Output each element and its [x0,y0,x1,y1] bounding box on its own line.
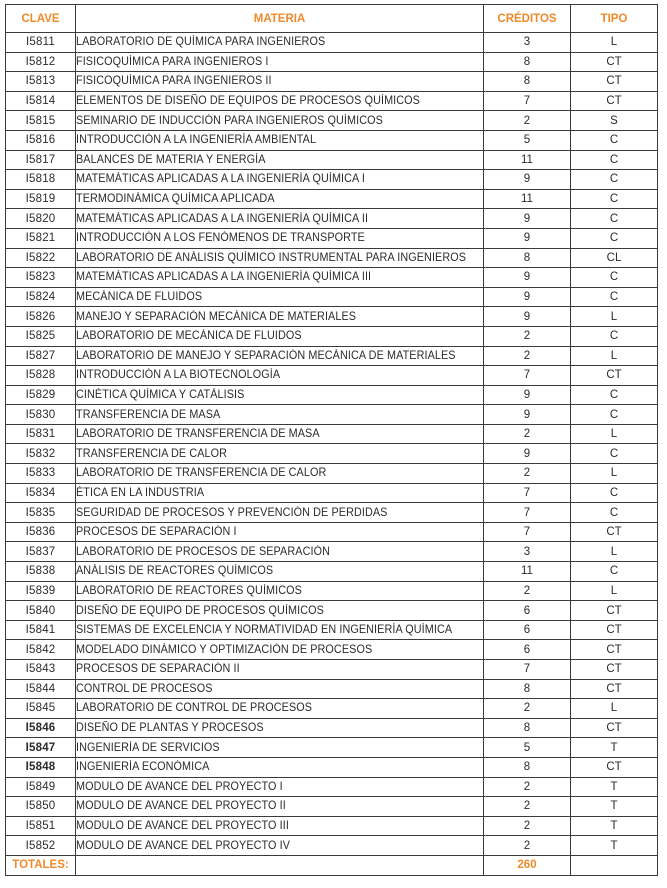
materia-text: SEMINARIO DE INDUCCIÓN PARA INGENIEROS QUÍMICOS [76,114,383,127]
creditos-cell: 2 [484,581,571,601]
table-row [6,522,658,542]
table-row [6,738,658,758]
materia-text: MANEJO Y SEPARACIÓN MECÁNICA DE MATERIALES [76,310,357,323]
table-row [6,326,658,346]
materia-cell [76,503,484,523]
materia-text: LABORATORIO DE MANEJO Y SEPARACIÓN MECÁNICA DE MATERIALES [76,349,456,362]
creditos-cell: 2 [484,424,571,444]
clave-cell: I5845 [6,699,76,719]
materia-cell [76,718,484,738]
tipo-cell: T [571,836,658,856]
materia-cell [76,228,484,248]
clave-cell: I5830 [6,405,76,425]
clave-cell: I5838 [6,562,76,582]
materia-text: CONTROL DE PROCESOS [76,682,213,695]
clave-cell: I5816 [6,130,76,150]
header-materia: MATERIA [76,5,484,33]
creditos-cell: 8 [484,72,571,92]
materia-text: ANÁLISIS DE REACTORES QUÍMICOS [76,565,274,578]
materia-text: TRANSFERENCIA DE MASA [76,408,221,421]
materia-cell [76,248,484,268]
creditos-cell: 6 [484,620,571,640]
creditos-cell: 2 [484,699,571,719]
table-row [6,679,658,699]
materia-cell [76,738,484,758]
materia-cell [76,522,484,542]
creditos-cell: 2 [484,816,571,836]
materia-text: PROCESOS DE SEPARACIÓN II [76,663,240,676]
tipo-cell: T [571,777,658,797]
materia-text: DISEÑO DE PLANTAS Y PROCESOS [76,722,264,735]
clave-cell: I5826 [6,307,76,327]
materia-text: MODULO DE AVANCE DEL PROYECTO III [76,820,289,833]
tipo-cell: C [571,503,658,523]
materia-text: LABORATORIO DE CONTROL DE PROCESOS [76,702,313,715]
creditos-cell: 2 [484,326,571,346]
tipo-cell: C [571,170,658,190]
materia-cell [76,424,484,444]
materia-text: MATEMÁTICAS APLICADAS A LA INGENIERÍA QUÍMICA III [76,271,372,284]
clave-cell: I5812 [6,52,76,72]
creditos-cell: 9 [484,307,571,327]
table-row [6,816,658,836]
materia-text: LABORATORIO DE ANÁLISIS QUÍMICO INSTRUMENTAL PARA INGENIEROS [76,251,467,264]
clave-cell: I5824 [6,287,76,307]
tipo-cell: CT [571,620,658,640]
totals-row [6,855,658,875]
materia-cell [76,91,484,111]
tipo-cell: C [571,405,658,425]
clave-cell: I5842 [6,640,76,660]
table-row [6,620,658,640]
curriculum-table [5,4,658,876]
table-row [6,307,658,327]
creditos-cell: 8 [484,679,571,699]
materia-cell [76,346,484,366]
materia-cell [76,444,484,464]
clave-cell: I5848 [6,757,76,777]
materia-text: BALANCES DE MATERIA Y ENERGÍA [76,153,266,166]
materia-text: INTRODUCCIÓN A LA INGENIERÍA AMBIENTAL [76,134,317,147]
totals-materia [76,855,484,875]
table-row [6,91,658,111]
table-row [6,836,658,856]
creditos-cell: 11 [484,562,571,582]
creditos-cell: 6 [484,640,571,660]
creditos-cell: 11 [484,150,571,170]
materia-text: LABORATORIO DE PROCESOS DE SEPARACIÓN [76,545,330,558]
materia-text: INGENIERÍA ECONÓMICA [76,761,210,774]
tipo-cell: C [571,150,658,170]
clave-cell: I5839 [6,581,76,601]
clave-cell: I5822 [6,248,76,268]
materia-text: ÉTICA EN LA INDUSTRIA [76,486,205,499]
materia-text: INGENIERÍA DE SERVICIOS [76,741,220,754]
tipo-cell: C [571,268,658,288]
creditos-cell: 8 [484,757,571,777]
tipo-cell: L [571,307,658,327]
table-row [6,346,658,366]
totals-tipo [571,855,658,875]
materia-cell [76,562,484,582]
materia-cell [76,640,484,660]
table-row [6,777,658,797]
table-row [6,33,658,53]
clave-cell: I5817 [6,150,76,170]
tipo-cell: L [571,699,658,719]
table-row [6,150,658,170]
clave-cell: I5844 [6,679,76,699]
tipo-cell: L [571,464,658,484]
tipo-cell: L [571,542,658,562]
creditos-cell: 5 [484,738,571,758]
tipo-cell: CT [571,366,658,386]
materia-cell [76,797,484,817]
clave-cell: I5829 [6,385,76,405]
table-row [6,444,658,464]
table-row [6,660,658,680]
tipo-cell: L [571,581,658,601]
creditos-cell: 9 [484,170,571,190]
creditos-cell: 3 [484,542,571,562]
creditos-cell: 2 [484,797,571,817]
tipo-cell: C [571,130,658,150]
creditos-cell: 7 [484,366,571,386]
tipo-cell: C [571,444,658,464]
creditos-cell: 7 [484,483,571,503]
creditos-cell: 8 [484,718,571,738]
materia-cell [76,679,484,699]
totals-creditos: 260 [484,855,571,875]
table-row [6,248,658,268]
clave-cell: I5849 [6,777,76,797]
materia-text: LABORATORIO DE QUÍMICA PARA INGENIEROS [76,36,326,49]
tipo-cell: T [571,816,658,836]
creditos-cell: 2 [484,464,571,484]
clave-cell: I5827 [6,346,76,366]
materia-text: DISEÑO DE EQUIPO DE PROCESOS QUÍMICOS [76,604,324,617]
materia-cell [76,209,484,229]
tipo-cell: C [571,483,658,503]
materia-text: FISICOQUÍMICA PARA INGENIEROS I [76,55,269,68]
header-clave: CLAVE [6,5,76,33]
materia-text: INTRODUCCIÓN A LA BIOTECNOLOGÍA [76,369,281,382]
table-row [6,72,658,92]
clave-cell: I5833 [6,464,76,484]
materia-cell [76,581,484,601]
clave-cell: I5814 [6,91,76,111]
materia-cell [76,385,484,405]
tipo-cell: T [571,797,658,817]
materia-text: CINÉTICA QUÍMICA Y CATÁLISIS [76,388,245,401]
table-body [6,33,658,856]
materia-text: ELEMENTOS DE DISEÑO DE EQUIPOS DE PROCESOS QUÍMICOS [76,95,420,108]
materia-text: MODULO DE AVANCE DEL PROYECTO II [76,800,286,813]
clave-cell: I5811 [6,33,76,53]
clave-cell: I5832 [6,444,76,464]
creditos-cell: 7 [484,91,571,111]
table-row [6,130,658,150]
clave-cell: I5836 [6,522,76,542]
clave-cell: I5823 [6,268,76,288]
materia-text: LABORATORIO DE REACTORES QUÍMICOS [76,584,302,597]
table-row [6,287,658,307]
tipo-cell: CT [571,757,658,777]
materia-cell [76,52,484,72]
tipo-cell: L [571,346,658,366]
materia-cell [76,542,484,562]
materia-cell [76,366,484,386]
table-row [6,268,658,288]
clave-cell: I5835 [6,503,76,523]
creditos-cell: 9 [484,268,571,288]
materia-text: SEGURIDAD DE PROCESOS Y PREVENCIÓN DE PERDIDAS [76,506,388,519]
clave-cell: I5852 [6,836,76,856]
tipo-cell: C [571,209,658,229]
materia-cell [76,660,484,680]
tipo-cell: C [571,385,658,405]
creditos-cell: 9 [484,287,571,307]
table-row [6,581,658,601]
table-row [6,718,658,738]
tipo-cell: T [571,738,658,758]
table-row [6,699,658,719]
clave-cell: I5828 [6,366,76,386]
totals-label: TOTALES: [6,855,76,875]
materia-text: LABORATORIO DE MECÁNICA DE FLUIDOS [76,330,302,343]
materia-cell [76,189,484,209]
creditos-cell: 7 [484,522,571,542]
materia-text: INTRODUCCIÓN A LOS FENÓMENOS DE TRANSPORTE [76,232,365,245]
creditos-cell: 6 [484,601,571,621]
tipo-cell: CT [571,522,658,542]
table-row [6,503,658,523]
creditos-cell: 2 [484,836,571,856]
table-row [6,640,658,660]
creditos-cell: 9 [484,228,571,248]
table-row [6,542,658,562]
tipo-cell: L [571,33,658,53]
creditos-cell: 9 [484,405,571,425]
creditos-cell: 9 [484,444,571,464]
table-row [6,189,658,209]
clave-cell: I5815 [6,111,76,131]
materia-cell [76,307,484,327]
materia-cell [76,620,484,640]
materia-text: MODELADO DINÁMICO Y OPTIMIZACIÓN DE PROCESOS [76,643,373,656]
table-header-row [6,5,658,33]
materia-text: MATEMÁTICAS APLICADAS A LA INGENIERÍA QUÍMICA I [76,173,365,186]
table-row [6,562,658,582]
tipo-cell: C [571,562,658,582]
materia-text: TERMODINÁMICA QUÍMICA APLICADA [76,193,275,206]
clave-cell: I5831 [6,424,76,444]
materia-text: MODULO DE AVANCE DEL PROYECTO IV [76,839,291,852]
clave-cell: I5851 [6,816,76,836]
materia-text: SISTEMAS DE EXCELENCIA Y NORMATIVIDAD EN INGENIERÍA QUÍMICA [76,624,453,637]
materia-cell [76,326,484,346]
tipo-cell: CT [571,640,658,660]
tipo-cell: C [571,326,658,346]
materia-cell [76,130,484,150]
clave-cell: I5841 [6,620,76,640]
creditos-cell: 9 [484,385,571,405]
materia-cell [76,111,484,131]
creditos-cell: 7 [484,660,571,680]
table-row [6,52,658,72]
clave-cell: I5847 [6,738,76,758]
clave-cell: I5813 [6,72,76,92]
materia-cell [76,699,484,719]
tipo-cell: CT [571,91,658,111]
table-row [6,405,658,425]
creditos-cell: 8 [484,248,571,268]
creditos-cell: 9 [484,209,571,229]
clave-cell: I5825 [6,326,76,346]
clave-cell: I5843 [6,660,76,680]
table-row [6,385,658,405]
table-row [6,483,658,503]
creditos-cell: 7 [484,503,571,523]
materia-text: MATEMÁTICAS APLICADAS A LA INGENIERÍA QUÍMICA II [76,212,369,225]
table-row [6,797,658,817]
tipo-cell: CT [571,660,658,680]
tipo-cell: CT [571,718,658,738]
table-row [6,757,658,777]
clave-cell: I5820 [6,209,76,229]
table-row [6,228,658,248]
materia-cell [76,483,484,503]
creditos-cell: 2 [484,346,571,366]
materia-text: MODULO DE AVANCE DEL PROYECTO I [76,780,283,793]
materia-cell [76,836,484,856]
materia-text: LABORATORIO DE TRANSFERENCIA DE CALOR [76,467,327,480]
clave-cell: I5846 [6,718,76,738]
materia-cell [76,33,484,53]
clave-cell: I5819 [6,189,76,209]
materia-cell [76,405,484,425]
creditos-cell: 3 [484,33,571,53]
materia-text: MECÁNICA DE FLUIDOS [76,291,203,304]
creditos-cell: 5 [484,130,571,150]
materia-text: LABORATORIO DE TRANSFERENCIA DE MASA [76,428,320,441]
materia-text: TRANSFERENCIA DE CALOR [76,447,228,460]
materia-cell [76,777,484,797]
tipo-cell: CT [571,72,658,92]
tipo-cell: S [571,111,658,131]
table-row [6,111,658,131]
clave-cell: I5821 [6,228,76,248]
tipo-cell: CT [571,679,658,699]
materia-cell [76,170,484,190]
materia-text: PROCESOS DE SEPARACIÓN I [76,526,237,539]
creditos-cell: 2 [484,111,571,131]
clave-cell: I5850 [6,797,76,817]
creditos-cell: 2 [484,777,571,797]
table-row [6,601,658,621]
header-tipo: TIPO [571,5,658,33]
tipo-cell: C [571,228,658,248]
table-row [6,424,658,444]
materia-cell [76,150,484,170]
materia-cell [76,268,484,288]
materia-cell [76,816,484,836]
materia-cell [76,464,484,484]
materia-cell [76,72,484,92]
materia-cell [76,287,484,307]
table-row [6,170,658,190]
clave-cell: I5818 [6,170,76,190]
tipo-cell: C [571,189,658,209]
tipo-cell: CT [571,601,658,621]
table-row [6,366,658,386]
creditos-cell: 8 [484,52,571,72]
header-creditos: CRÉDITOS [484,5,571,33]
clave-cell: I5834 [6,483,76,503]
clave-cell: I5837 [6,542,76,562]
tipo-cell: CT [571,52,658,72]
tipo-cell: CL [571,248,658,268]
table-row [6,464,658,484]
materia-text: FISICOQUÍMICA PARA INGENIEROS II [76,75,272,88]
table-row [6,209,658,229]
materia-cell [76,601,484,621]
tipo-cell: L [571,424,658,444]
tipo-cell: C [571,287,658,307]
clave-cell: I5840 [6,601,76,621]
materia-cell [76,757,484,777]
creditos-cell: 11 [484,189,571,209]
